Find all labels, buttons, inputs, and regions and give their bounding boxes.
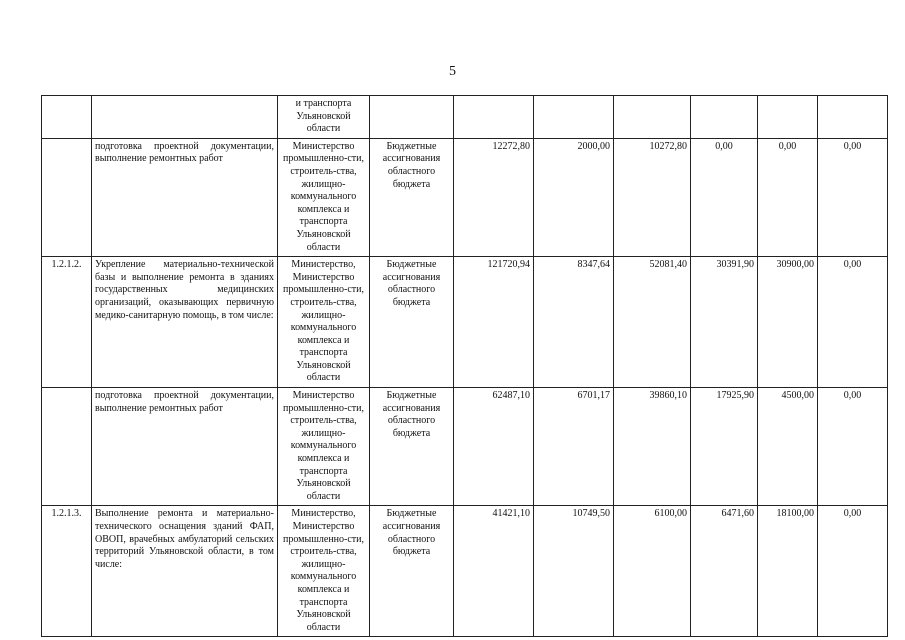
- value-year-5: 0,00: [818, 388, 888, 506]
- value-total: [454, 96, 534, 139]
- item-number: [42, 96, 92, 139]
- item-description: подготовка проектной документации, выполнение ремонтных работ: [92, 138, 278, 256]
- item-executor: Министерство, Министерство промышленно-сти, строитель-ства, жилищно-коммунального комплекса и транспорта Ульяновской области: [278, 257, 370, 388]
- value-year-4: 30900,00: [758, 257, 818, 388]
- table-row: [42, 96, 888, 139]
- value-year-2: 10272,80: [614, 138, 691, 256]
- item-executor: и транспорта Ульяновской области: [278, 96, 370, 139]
- page-number: 5: [449, 64, 456, 79]
- value-year-1: 6701,17: [534, 388, 614, 506]
- item-description: [92, 96, 278, 139]
- value-year-4: [758, 96, 818, 139]
- item-description: Выполнение ремонта и материально-технического оснащения зданий ФАП, ОВОП, врачебных амбулаторий сельских территорий Ульяновской области, в том числе:: [92, 506, 278, 637]
- value-total: 121720,94: [454, 257, 534, 388]
- funding-source: Бюджетные ассигнования областного бюджета: [370, 506, 454, 637]
- item-executor: Министерство промышленно-сти, строитель-ства, жилищно-коммунального комплекса и транспорта Ульяновской области: [278, 138, 370, 256]
- item-number: 1.2.1.2.: [42, 257, 92, 388]
- value-year-1: 10749,50: [534, 506, 614, 637]
- funding-source: Бюджетные ассигнования областного бюджета: [370, 257, 454, 388]
- value-year-2: [614, 96, 691, 139]
- value-year-3: 6471,60: [691, 506, 758, 637]
- value-total: 41421,10: [454, 506, 534, 637]
- value-year-3: [691, 96, 758, 139]
- funding-source: Бюджетные ассигнования областного бюджета: [370, 138, 454, 256]
- table-row: [42, 257, 888, 388]
- item-description: подготовка проектной документации, выполнение ремонтных работ: [92, 388, 278, 506]
- value-year-3: 0,00: [691, 138, 758, 256]
- value-total: 12272,80: [454, 138, 534, 256]
- value-year-3: 30391,90: [691, 257, 758, 388]
- value-year-5: 0,00: [818, 138, 888, 256]
- value-total: 62487,10: [454, 388, 534, 506]
- value-year-1: [534, 96, 614, 139]
- value-year-4: 0,00: [758, 138, 818, 256]
- value-year-3: 17925,90: [691, 388, 758, 506]
- item-executor: Министерство промышленно-сти, строитель-ства, жилищно-коммунального комплекса и транспорта Ульяновской области: [278, 388, 370, 506]
- table-row: [42, 138, 888, 256]
- funding-source: Бюджетные ассигнования областного бюджета: [370, 388, 454, 506]
- value-year-5: [818, 96, 888, 139]
- item-number: 1.2.1.3.: [42, 506, 92, 637]
- value-year-2: 52081,40: [614, 257, 691, 388]
- item-executor: Министерство, Министерство промышленно-сти, строитель-ства, жилищно-коммунального комплекса и транспорта Ульяновской области: [278, 506, 370, 637]
- table-row: [42, 388, 888, 506]
- value-year-2: 6100,00: [614, 506, 691, 637]
- table-row: [42, 506, 888, 637]
- funding-source: [370, 96, 454, 139]
- value-year-1: 2000,00: [534, 138, 614, 256]
- item-number: [42, 138, 92, 256]
- value-year-4: 18100,00: [758, 506, 818, 637]
- budget-table: [41, 95, 888, 637]
- value-year-5: 0,00: [818, 257, 888, 388]
- item-number: [42, 388, 92, 506]
- item-description: Укрепление материально-технической базы и выполнение ремонта в зданиях государственных медицинских организаций, оказывающих первичную медико-санитарную помощь, в том числе:: [92, 257, 278, 388]
- value-year-2: 39860,10: [614, 388, 691, 506]
- value-year-4: 4500,00: [758, 388, 818, 506]
- value-year-5: 0,00: [818, 506, 888, 637]
- value-year-1: 8347,64: [534, 257, 614, 388]
